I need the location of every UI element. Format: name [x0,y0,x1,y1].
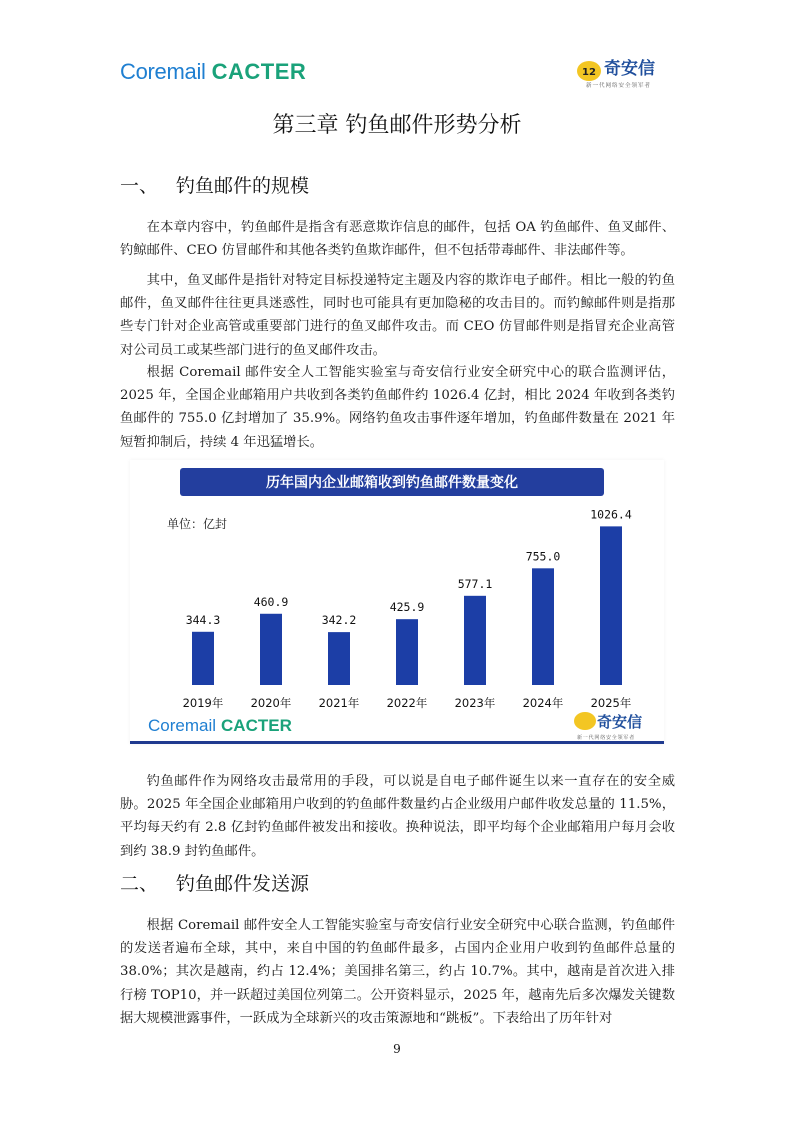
bar-value-label: 577.1 [457,576,493,591]
bar-2022年 [396,619,418,685]
bar-value-label: 344.3 [185,612,221,627]
qianxin-wordmark: 奇安信 [604,59,655,79]
section-heading-1 [120,172,309,200]
chart-unit-label: 单位：亿封 [167,517,228,531]
bar-2025年 [600,526,622,685]
bar-value-label: 1026.4 [590,507,632,522]
paragraph: 根据 Coremail 邮件安全人工智能实验室与奇安信行业安全研究中心联合监测，钓鱼邮件的发送者遍布全球，其中，来自中国的钓鱼邮件最多，占国内企业用户收到钓鱼邮件总量的 38.0%；其次是越南，约占 12.4%；美国排名第三，约占 10.7%。其中，越南是首次进入排行榜 TOP10，并一跃超过美国位列第二。公开资料显示，2025 年，越南先后多次爆发关键数据大规模泄露事件，一跃成为全球新兴的攻击策源地和“跳板”。下表给出了历年针对 [120,918,675,1026]
svg-text:CoremailCACTER [148,716,292,735]
paragraph: 其中，鱼叉邮件是指针对特定目标投递特定主题及内容的欺诈电子邮件。相比一般的钓鱼邮件，鱼叉邮件往往更具迷惑性，同时也可能具有更加隐秘的攻击目的。而钓鲸邮件则是指那些专门针对企业高管或重要部门进行的鱼叉邮件攻击。而 CEO 仿冒邮件则是指冒充企业高管对公司员工或某些部门进行的鱼叉邮件攻击。 [120,273,675,358]
section-title: 钓鱼邮件发送源 [176,873,310,895]
bar-2023年 [464,596,486,685]
chart-cacter-wordmark: CACTER [221,716,292,735]
chart-bottom-rule [130,741,664,744]
bar-2024年 [532,568,554,685]
x-tick-label: 2024年 [522,696,564,710]
section-number: 一、 [120,175,159,197]
section-title: 钓鱼邮件的规模 [176,175,310,197]
x-tick-label: 2022年 [386,696,428,710]
x-tick-label: 2020年 [250,696,292,710]
chart-coremail-wordmark: Coremail [148,716,217,735]
paragraph: 在本章内容中，钓鱼邮件是指含有恶意欺诈信息的邮件，包括 OA 钓鱼邮件、鱼叉邮件、钓鲸邮件、CEO 仿冒邮件和其他各类钓鱼欺诈邮件，但不包括带毒邮件、非法邮件等。 [120,220,675,259]
bar-chart [130,460,664,744]
chart-qianxin-emblem-icon [574,712,596,730]
svg-text:12: 12 [582,67,596,78]
chart-footer-brand [148,712,642,741]
bar-series [183,507,632,710]
bar-2020年 [260,614,282,685]
page-header [0,0,794,100]
bar-2021年 [328,632,350,685]
paragraph: 钓鱼邮件作为网络攻击最常用的手段，可以说是自电子邮件诞生以来一直存在的安全威胁。2025 年全国企业邮箱用户收到的钓鱼邮件数量约占企业级用户邮件收发总量的 11.5%，平均每天约有 2.8 亿封钓鱼邮件被发出和接收。换种说法，即平均每个企业邮箱用户每月会收到约 38.9 封钓鱼邮件。 [120,774,675,859]
qianxin-slogan: 新一代网络安全领军者 [586,83,652,89]
bar-value-label: 342.2 [321,613,357,628]
chart-canvas [130,460,664,744]
coremail-wordmark: Coremail [120,59,206,84]
section-number: 二、 [120,873,159,895]
paragraph: 根据 Coremail 邮件安全人工智能实验室与奇安信行业安全研究中心的联合监测评估，2025 年，全国企业邮箱用户共收到各类钓鱼邮件约 1026.4 亿封，相比 2024 年收到各类钓鱼邮件的 755.0 亿封增加了 35.9%。网络钓鱼攻击事件逐年增加，钓鱼邮件数量在 2021 年短暂抑制后，持续 4 年迅猛增长。 [120,365,675,450]
bar-value-label: 425.9 [389,600,425,615]
chart-qianxin-slogan: 新一代网络安全领军者 [577,735,636,741]
x-tick-label: 2019年 [182,696,224,710]
coremail-cacter-logo [120,58,306,86]
x-tick-label: 2021年 [318,696,360,710]
chapter-title: 第三章 钓鱼邮件形势分析 [272,113,522,138]
section-heading-2 [120,870,309,898]
cacter-wordmark: CACTER [211,59,307,84]
x-tick-label: 2023年 [454,696,496,710]
bar-value-label: 460.9 [253,594,289,609]
chart-title: 历年国内企业邮箱收到钓鱼邮件数量变化 [266,475,518,491]
qianxin-emblem-icon [576,60,602,82]
page-number: 9 [393,1042,401,1056]
bar-value-label: 755.0 [525,549,561,564]
bar-2019年 [192,632,214,685]
x-tick-label: 2025年 [590,696,632,710]
chart-qianxin-wordmark: 奇安信 [597,713,643,731]
qianxin-logo [576,56,676,96]
